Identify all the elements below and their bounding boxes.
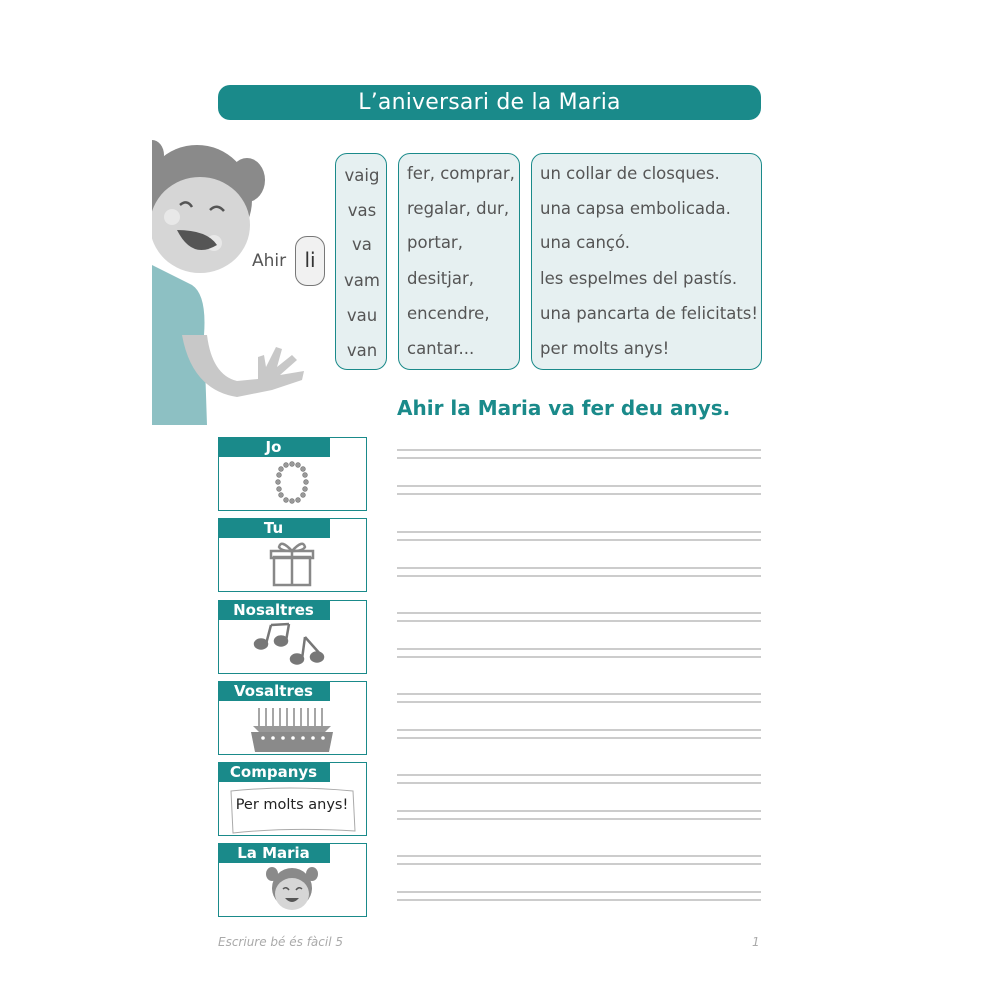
action-item: desitjar, <box>407 269 474 288</box>
writing-lines <box>397 608 761 673</box>
pronoun-box: li <box>295 236 325 286</box>
writing-lines <box>397 445 761 510</box>
girl-face-icon <box>219 862 365 916</box>
person-label: La Maria <box>218 843 330 863</box>
action-item: portar, <box>407 233 463 252</box>
person-box-vosaltres <box>218 681 367 755</box>
object-item: una cançó. <box>540 233 631 252</box>
object-item: per molts anys! <box>540 339 670 358</box>
writing-lines <box>397 527 761 592</box>
verb-item: va <box>352 235 372 254</box>
gift-icon <box>219 537 365 591</box>
action-item: cantar... <box>407 339 475 358</box>
person-label: Vosaltres <box>218 681 330 701</box>
person-box-companys <box>218 762 367 836</box>
music-notes-icon <box>219 619 365 673</box>
verb-item: vaig <box>344 166 380 185</box>
object-item: les espelmes del pastís. <box>540 269 738 288</box>
object-item: una capsa embolicada. <box>540 199 731 218</box>
person-box-nosaltres <box>218 600 367 674</box>
footer-page-number: 1 <box>752 935 760 949</box>
person-box-la-maria <box>218 843 367 917</box>
object-item: un collar de closques. <box>540 164 720 183</box>
writing-lines <box>397 770 761 835</box>
objects-column <box>531 153 762 370</box>
footer-book-title: Escriure bé és fàcil 5 <box>218 935 343 949</box>
banner-text: Per molts anys! <box>235 797 349 813</box>
action-item: encendre, <box>407 304 490 323</box>
verbs-column <box>335 153 387 370</box>
verb-item: vas <box>347 201 377 220</box>
action-item: regalar, dur, <box>407 199 510 218</box>
actions-column <box>398 153 520 370</box>
action-item: fer, comprar, <box>407 164 515 183</box>
person-box-tu <box>218 518 367 592</box>
person-label: Tu <box>218 518 330 538</box>
person-label: Companys <box>218 762 330 782</box>
birthday-cake-icon <box>219 700 365 754</box>
example-sentence: Ahir la Maria va fer deu anys. <box>397 396 731 420</box>
writing-lines <box>397 689 761 754</box>
person-box-jo <box>218 437 367 511</box>
page-title: L’aniversari de la Maria <box>218 85 761 120</box>
necklace-icon <box>219 456 365 510</box>
ahir-label: Ahir <box>252 251 287 271</box>
person-label: Nosaltres <box>218 600 330 620</box>
verb-item: vam <box>344 271 380 290</box>
verb-item: van <box>346 341 378 360</box>
verb-item: vau <box>346 306 378 325</box>
object-item: una pancarta de felicitats! <box>540 304 759 323</box>
person-label: Jo <box>218 437 330 457</box>
writing-lines <box>397 851 761 916</box>
